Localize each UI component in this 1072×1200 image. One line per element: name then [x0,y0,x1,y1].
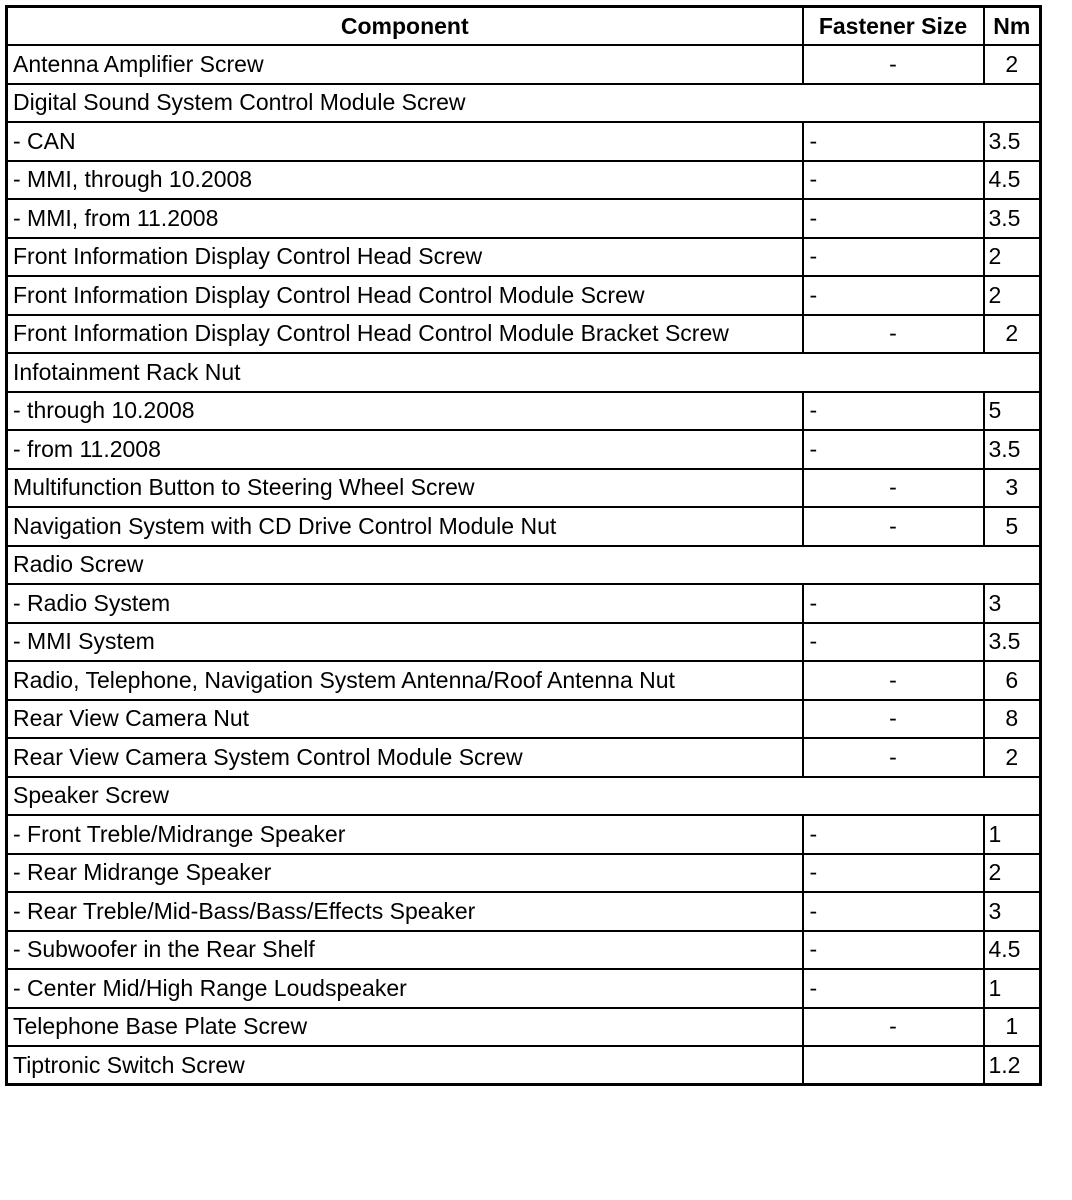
table-row [7,700,1041,739]
component-cell: - Subwoofer in the Rear Shelf [7,931,803,970]
torque-nm-cell: 2 [984,238,1041,277]
table-row [7,238,1041,277]
table-row [7,392,1041,431]
table-row [7,1046,1041,1085]
fastener-size-cell: - [803,430,984,469]
fastener-size-cell: - [803,392,984,431]
fastener-size-cell: - [803,238,984,277]
torque-nm-cell: 4.5 [984,931,1041,970]
torque-nm-cell: 3 [984,469,1041,508]
component-cell: Navigation System with CD Drive Control Module Nut [7,507,803,546]
torque-nm-cell: 2 [984,45,1041,84]
fastener-size-cell: - [803,661,984,700]
fastener-size-cell: - [803,45,984,84]
group-heading-cell: Speaker Screw [7,777,1041,816]
torque-nm-cell: 8 [984,700,1041,739]
component-cell: Rear View Camera Nut [7,700,803,739]
table-group-row [7,546,1041,585]
table-row [7,430,1041,469]
component-cell: Antenna Amplifier Screw [7,45,803,84]
table-row [7,661,1041,700]
component-cell: - CAN [7,122,803,161]
torque-nm-cell: 3.5 [984,430,1041,469]
torque-nm-cell: 2 [984,738,1041,777]
table-group-row [7,353,1041,392]
component-cell: - MMI, through 10.2008 [7,161,803,200]
fastener-size-cell: - [803,584,984,623]
table-header-row [7,7,1041,46]
table-row [7,315,1041,354]
torque-nm-cell: 6 [984,661,1041,700]
table-row [7,623,1041,662]
torque-nm-cell: 4.5 [984,161,1041,200]
fastener-size-cell: - [803,507,984,546]
table-row [7,854,1041,893]
header-nm: Nm [984,7,1041,46]
fastener-size-cell: - [803,199,984,238]
table-row [7,1008,1041,1047]
torque-nm-cell: 3.5 [984,199,1041,238]
fastener-size-cell: - [803,276,984,315]
torque-nm-cell: 3.5 [984,122,1041,161]
torque-nm-cell: 3 [984,892,1041,931]
table-row [7,931,1041,970]
component-cell: - MMI, from 11.2008 [7,199,803,238]
fastener-size-cell: - [803,700,984,739]
component-cell: - Radio System [7,584,803,623]
group-heading-cell: Infotainment Rack Nut [7,353,1041,392]
table-body [7,45,1041,1085]
torque-nm-cell: 1 [984,815,1041,854]
table-row [7,122,1041,161]
torque-spec-table [5,5,1042,1086]
fastener-size-cell: - [803,738,984,777]
component-cell: Radio, Telephone, Navigation System Antenna/Roof Antenna Nut [7,661,803,700]
component-cell: - Front Treble/Midrange Speaker [7,815,803,854]
torque-spec-table-container [5,5,1042,1086]
fastener-size-cell: - [803,969,984,1008]
table-group-row [7,777,1041,816]
fastener-size-cell: - [803,892,984,931]
table-row [7,892,1041,931]
fastener-size-cell: - [803,122,984,161]
torque-nm-cell: 1 [984,969,1041,1008]
torque-nm-cell: 1 [984,1008,1041,1047]
component-cell: Front Information Display Control Head Screw [7,238,803,277]
table-row [7,507,1041,546]
component-cell: Tiptronic Switch Screw [7,1046,803,1085]
torque-nm-cell: 3.5 [984,623,1041,662]
torque-nm-cell: 2 [984,315,1041,354]
component-cell: - Rear Midrange Speaker [7,854,803,893]
table-group-row [7,84,1041,123]
header-fastener-size: Fastener Size [803,7,984,46]
fastener-size-cell: - [803,931,984,970]
torque-nm-cell: 5 [984,507,1041,546]
table-row [7,161,1041,200]
torque-nm-cell: 5 [984,392,1041,431]
table-row [7,276,1041,315]
table-row [7,45,1041,84]
torque-nm-cell: 2 [984,276,1041,315]
fastener-size-cell: - [803,469,984,508]
torque-nm-cell: 1.2 [984,1046,1041,1085]
component-cell: Front Information Display Control Head Control Module Screw [7,276,803,315]
table-row [7,738,1041,777]
header-component: Component [7,7,803,46]
torque-nm-cell: 2 [984,854,1041,893]
fastener-size-cell: - [803,315,984,354]
table-row [7,199,1041,238]
component-cell: - Center Mid/High Range Loudspeaker [7,969,803,1008]
component-cell: Rear View Camera System Control Module Screw [7,738,803,777]
group-heading-cell: Radio Screw [7,546,1041,585]
component-cell: - MMI System [7,623,803,662]
component-cell: Front Information Display Control Head Control Module Bracket Screw [7,315,803,354]
fastener-size-cell: - [803,623,984,662]
component-cell: Telephone Base Plate Screw [7,1008,803,1047]
component-cell: - Rear Treble/Mid-Bass/Bass/Effects Speaker [7,892,803,931]
group-heading-cell: Digital Sound System Control Module Screw [7,84,1041,123]
fastener-size-cell [803,1046,984,1085]
component-cell: - through 10.2008 [7,392,803,431]
fastener-size-cell: - [803,161,984,200]
table-row [7,969,1041,1008]
table-row [7,584,1041,623]
torque-nm-cell: 3 [984,584,1041,623]
fastener-size-cell: - [803,854,984,893]
component-cell: Multifunction Button to Steering Wheel Screw [7,469,803,508]
component-cell: - from 11.2008 [7,430,803,469]
fastener-size-cell: - [803,1008,984,1047]
table-row [7,469,1041,508]
fastener-size-cell: - [803,815,984,854]
table-row [7,815,1041,854]
